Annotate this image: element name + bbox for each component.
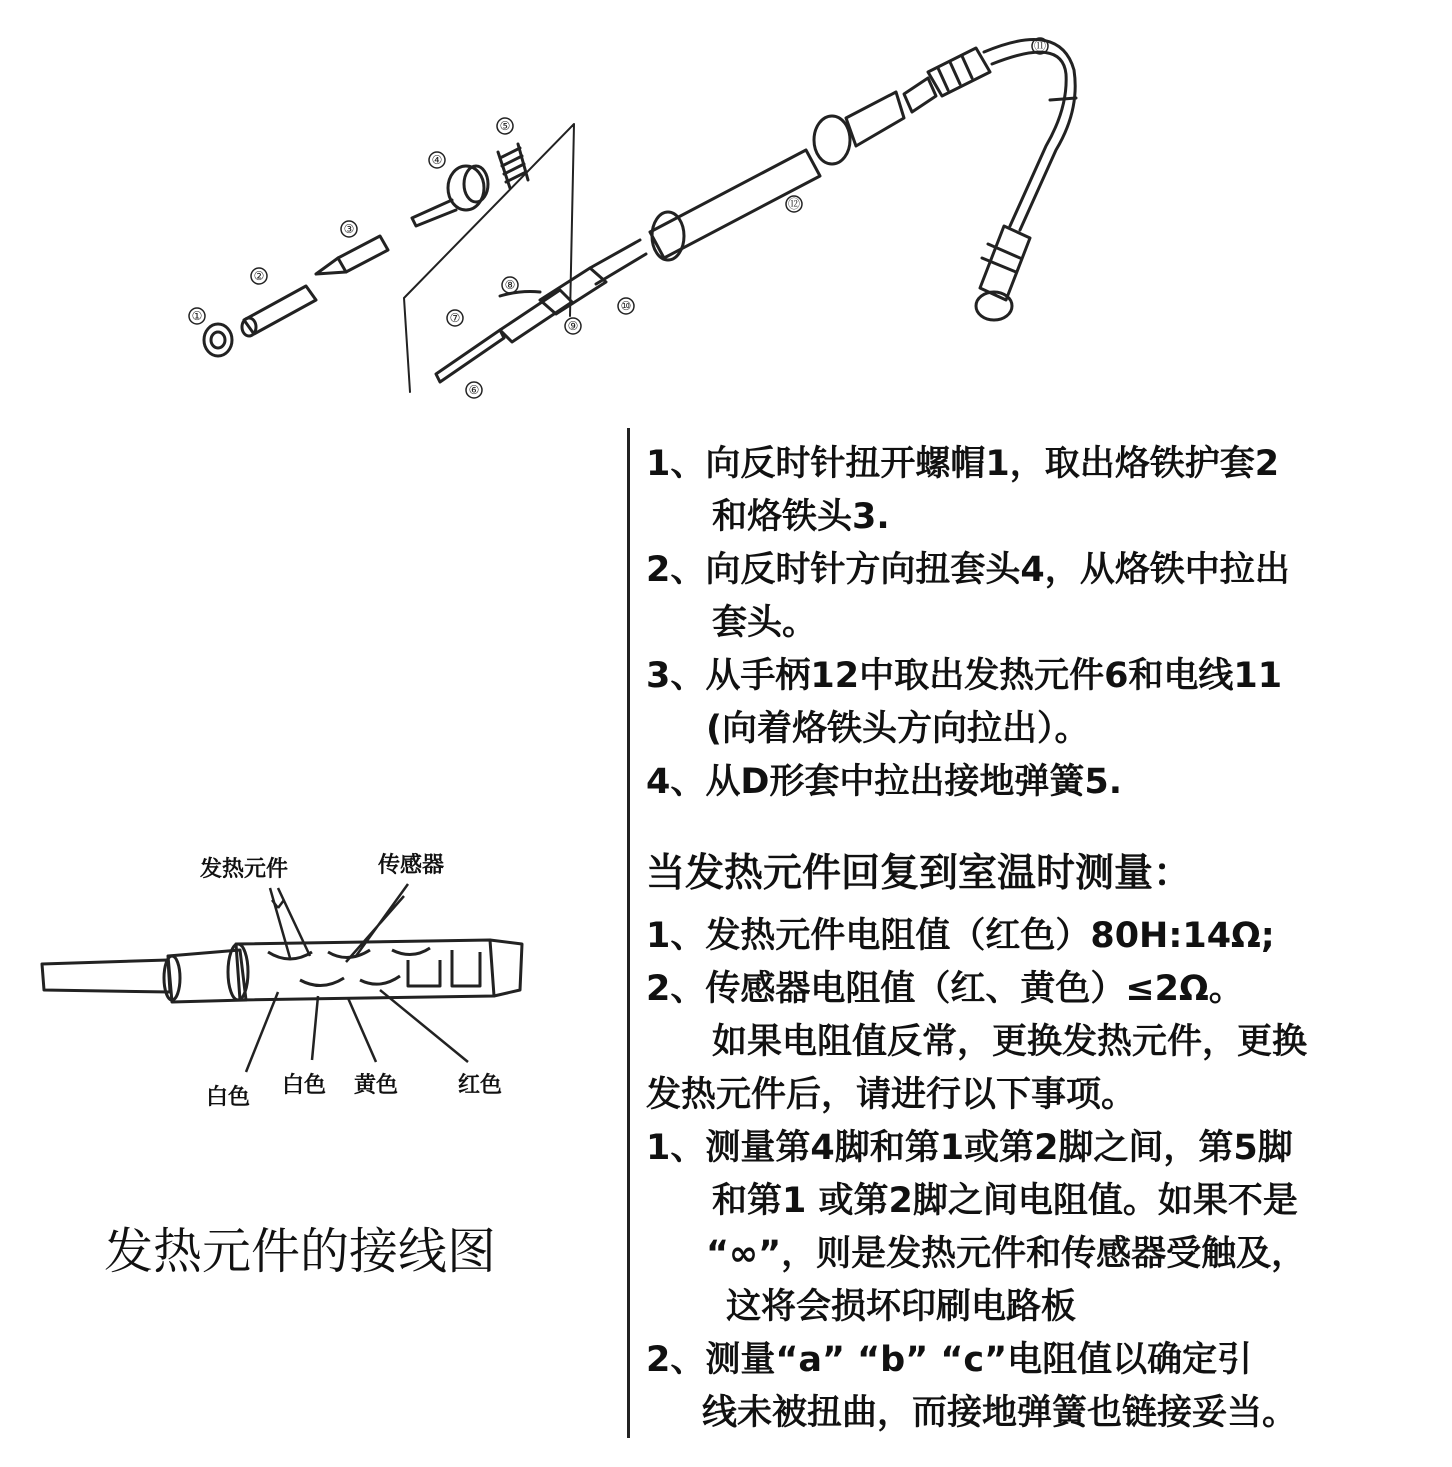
- measure-item-1: 1、发热元件电阻值（红色）80H:14Ω;: [646, 916, 1275, 956]
- step-4: [646, 756, 1426, 809]
- label-yellow: 黄色: [354, 1073, 399, 1098]
- measurement-section: [646, 910, 1436, 1440]
- part-number-7: ⑦: [449, 311, 461, 325]
- label-white-2: 白色: [282, 1073, 327, 1098]
- collar-part: [412, 166, 488, 226]
- measure-item-2: 2、传感器电阻值（红、黄色）≤2Ω。: [646, 969, 1244, 1009]
- check-text: 测量第4脚和第1或第2脚之间，第5脚: [705, 1128, 1293, 1168]
- replace-note-continued: 发热元件后，请进行以下事项。: [646, 1075, 1137, 1115]
- part-number-2: ②: [253, 269, 265, 283]
- iron-tip-part: [316, 236, 388, 274]
- part-number-8: ⑧: [504, 278, 516, 292]
- step-text: 向反时针扭开螺帽1，取出烙铁护套2: [705, 444, 1280, 484]
- step-number: 3、: [646, 656, 706, 696]
- part-number-9: ⑨: [567, 319, 579, 333]
- part-number-12: ⑫: [787, 197, 801, 211]
- step-text: 从手柄12中取出发热元件6和电线11: [705, 656, 1283, 696]
- step-number: 1、: [646, 444, 706, 484]
- step-text: 向反时针方向扭套头4，从烙铁中拉出: [705, 550, 1290, 590]
- part-number-5: ⑤: [499, 119, 511, 133]
- check-text-continued: 线未被扭曲，而接地弹簧也链接妥当。: [702, 1393, 1298, 1433]
- check-number: 2、: [646, 1340, 706, 1380]
- check-number: 1、: [646, 1128, 706, 1168]
- check-text-continued: “∞”，则是发热元件和传感器受触及，: [706, 1234, 1307, 1274]
- exploded-view-illustration: [0, 0, 1452, 420]
- step-2: [646, 544, 1426, 597]
- part-number-3: ③: [343, 222, 355, 236]
- wiring-diagram-caption: 发热元件的接线图: [104, 1223, 497, 1280]
- part-number-6: ⑥: [468, 383, 480, 397]
- column-divider: [627, 428, 630, 1438]
- label-red: 红色: [458, 1073, 503, 1098]
- ground-spring-part: [498, 144, 528, 188]
- measure-heading: 当发热元件回复到室温时测量：: [646, 851, 1193, 896]
- check-text: 测量“a” “b” “c”电阻值以确定引: [705, 1340, 1253, 1380]
- check-text-continued: 和第1 或第2脚之间电阻值。如果不是: [712, 1181, 1298, 1221]
- step-text-continued: 和烙铁头3.: [712, 497, 890, 537]
- label-heating-element: 发热元件: [200, 857, 289, 882]
- step-text-continued: 套头。: [712, 603, 818, 643]
- nut-part: [204, 324, 232, 356]
- part-number-1: ①: [191, 309, 203, 323]
- check-item-1: [646, 1122, 1436, 1175]
- part-number-10: ⑩: [620, 299, 632, 313]
- heating-element-part: [436, 240, 646, 382]
- step-text-continued: (向着烙铁头方向拉出）。: [706, 709, 1090, 749]
- label-white-1: 白色: [206, 1085, 251, 1110]
- check-item-2: [646, 1334, 1436, 1387]
- step-1: [646, 438, 1426, 491]
- step-number: 4、: [646, 762, 706, 802]
- step-text: 从D形套中拉出接地弹簧5.: [705, 762, 1123, 802]
- cable-part: [976, 40, 1076, 320]
- step-number: 2、: [646, 550, 706, 590]
- step-3: [646, 650, 1426, 703]
- label-sensor: 传感器: [378, 853, 445, 878]
- part-number-11: ⑪: [1033, 39, 1047, 53]
- disassembly-steps: [646, 438, 1426, 809]
- replace-note: 如果电阻值反常，更换发热元件，更换: [712, 1022, 1308, 1062]
- tip-sleeve-part: [242, 286, 316, 336]
- check-text-continued: 这将会损坏印刷电路板: [726, 1287, 1077, 1327]
- part-number-4: ④: [431, 153, 443, 167]
- handle-part: [650, 48, 990, 260]
